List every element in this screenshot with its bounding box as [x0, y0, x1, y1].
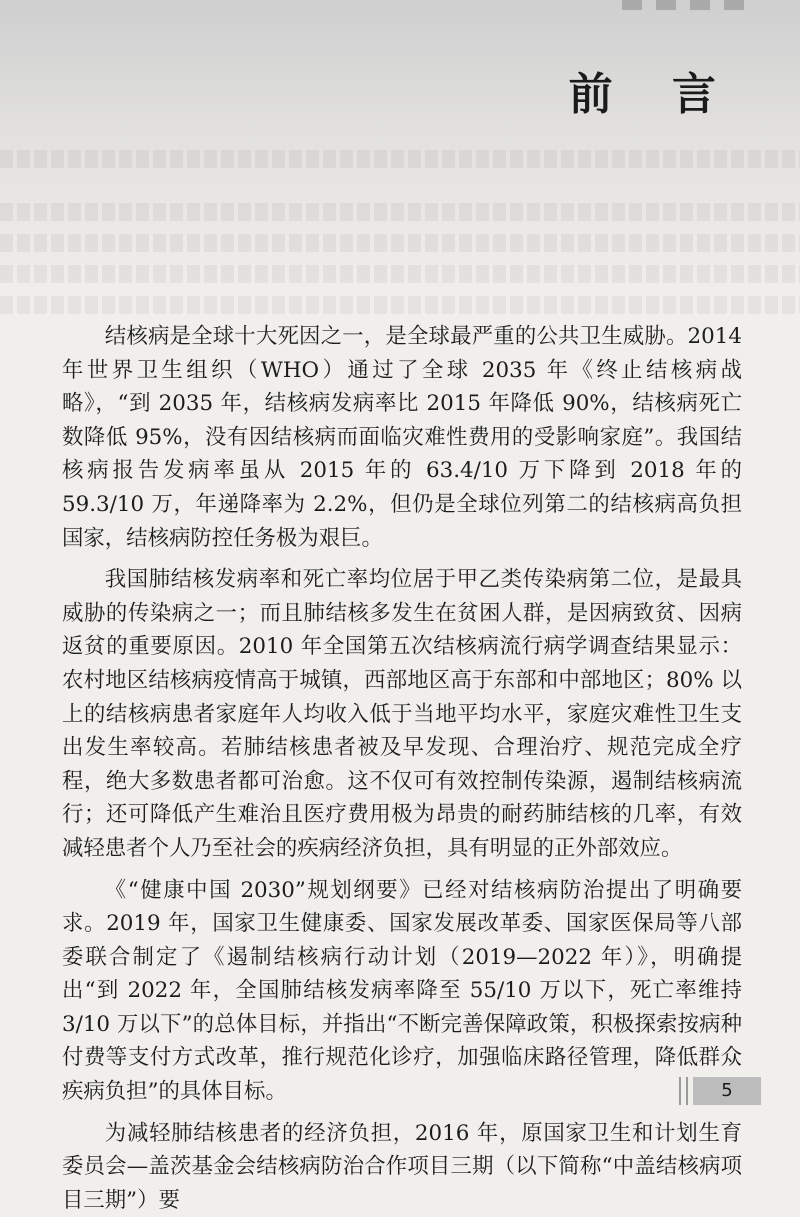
show-through-text: [0, 150, 800, 168]
page-title: 前 言: [568, 69, 738, 120]
show-through-text: [0, 203, 800, 221]
show-through-text: [0, 296, 800, 314]
show-through-text: [0, 265, 800, 283]
corner-decoration: [622, 0, 752, 10]
body-text: [62, 320, 742, 1217]
paragraph: 我国肺结核发病率和死亡率均位居于甲乙类传染病第二位，是最具威胁的传染病之一；而且肺结核多发生在贫困人群，是因病致贫、因病返贫的重要原因。2010 年全国第五次结核病流行病学调查结果显示：农村地区结核病疫情高于城镇，西部地区高于东部和中部地区；80% 以上的结核病患者家庭年人均收入低于当地平均水平，家庭灾难性卫生支出发生率较高。若肺结核患者被及早发现、合理治疗、规范完成全疗程，绝大多数患者都可治愈。这不仅可有效控制传染源，遏制结核病流行；还可降低产生难治且医疗费用极为昂贵的耐药肺结核的几率，有效减轻患者个人乃至社会的疾病经济负担，具有明显的正外部效应。: [62, 567, 742, 861]
paragraph: 结核病是全球十大死因之一，是全球最严重的公共卫生威胁。2014 年世界卫生组织（WHO）通过了全球 2035 年《终止结核病战略》，“到 2035 年，结核病发病率比 2015 年降低 90%，结核病死亡数降低 95%，没有因结核病而面临灾难性费用的受影响家庭”。我国结核病报告发病率虽从 2015 年的 63.4/10 万下降到 2018 年的 59.3/10 万，年递降率为 2.2%，但仍是全球位列第二的结核病高负担国家，结核病防控任务极为艰巨。: [62, 324, 742, 551]
page-number: 5: [693, 1077, 761, 1105]
show-through-text: [0, 234, 800, 252]
page-number-rule: [679, 1077, 681, 1105]
page-number-rule: [686, 1077, 688, 1105]
paragraph: 为减轻肺结核患者的经济负担，2016 年，原国家卫生和计划生育委员会—盖茨基金会结核病防治合作项目三期（以下简称“中盖结核病项目三期”）要: [62, 1120, 742, 1213]
paragraph: 《“健康中国 2030”规划纲要》已经对结核病防治提出了明确要求。2019 年，国家卫生健康委、国家发展改革委、国家医保局等八部委联合制定了《遏制结核病行动计划（2019—2022 年）》，明确提出“到 2022 年，全国肺结核发病率降至 55/10 万以下，死亡率维持 3/10 万以下”的总体目标，并指出“不断完善保障政策，积极探索按病种付费等支付方式改革，推行规范化诊疗，加强临床路径管理，降低群众疾病负担”的具体目标。: [62, 877, 742, 1105]
